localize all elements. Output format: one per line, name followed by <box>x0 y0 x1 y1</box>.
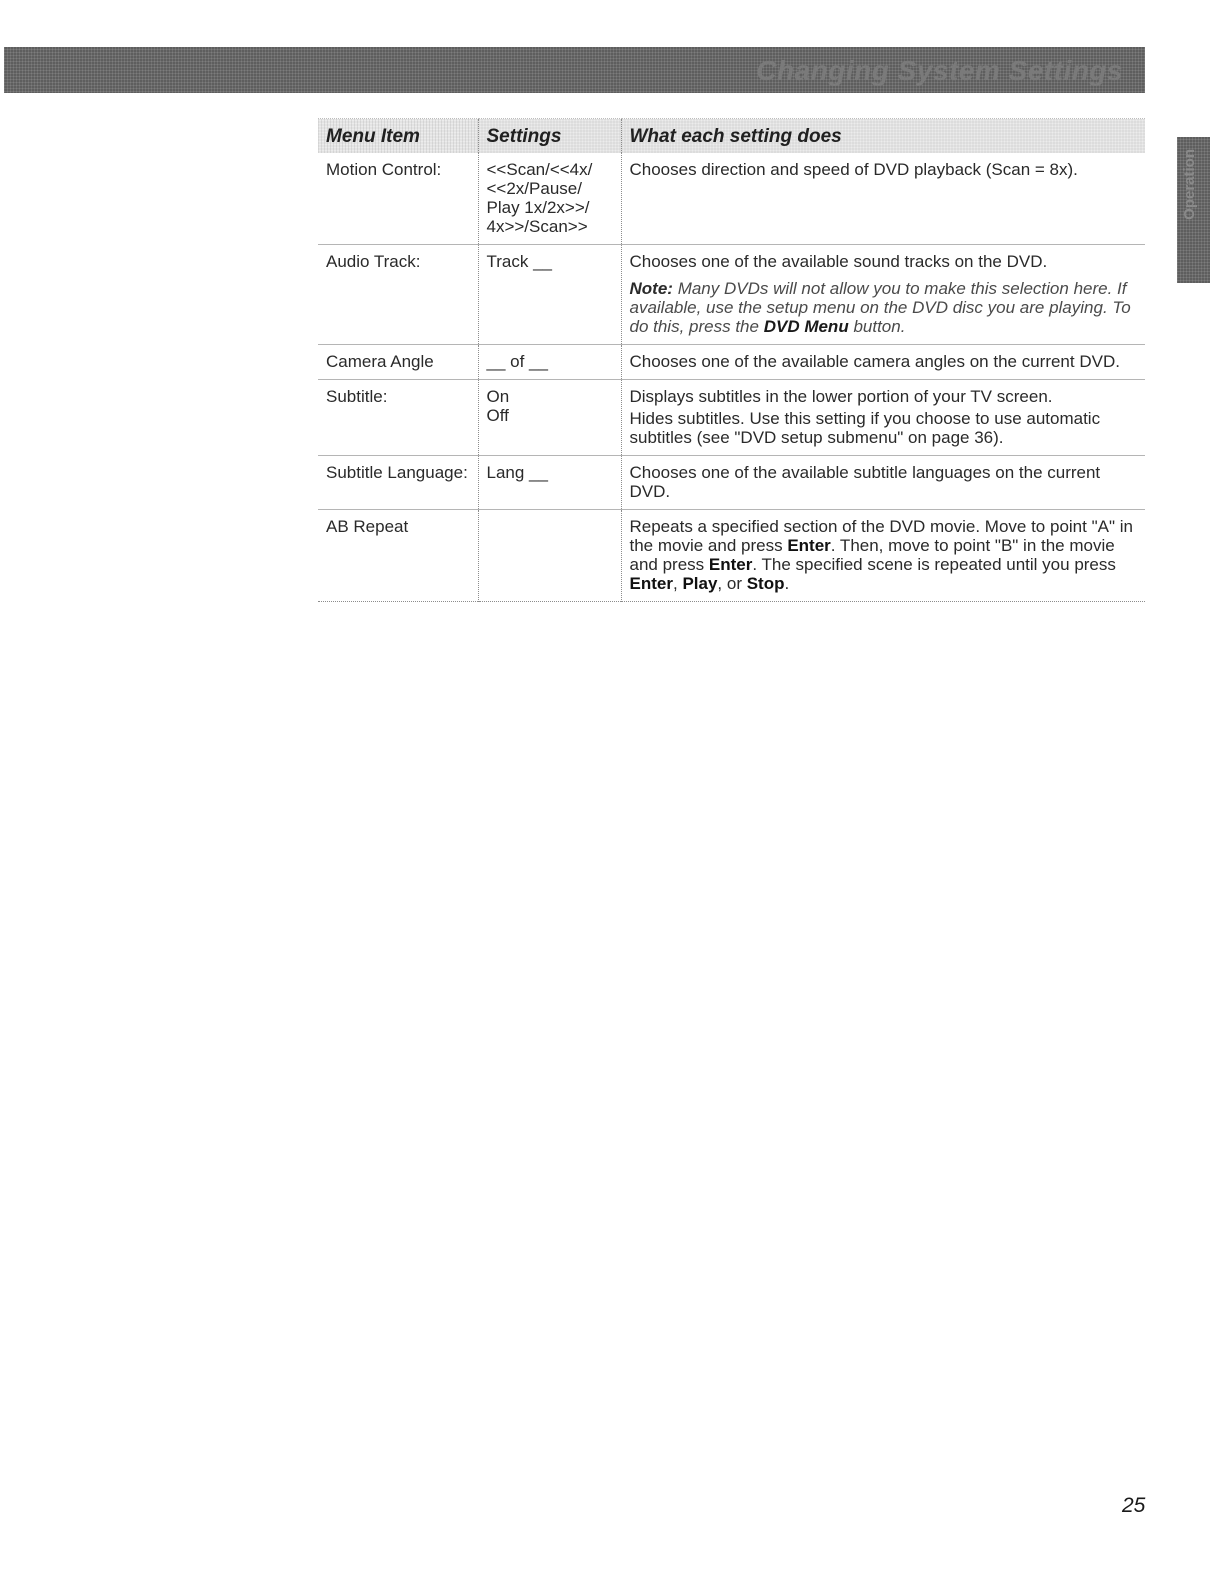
menu-item-cell: Audio Track: <box>326 252 421 271</box>
description-text: . The specified scene is repeated until you press <box>752 555 1116 574</box>
column-header-settings: Settings <box>478 119 621 154</box>
enter-key: Enter <box>708 555 753 574</box>
table-row-subtitle <box>318 380 1145 456</box>
note-label: Note: <box>629 279 673 298</box>
column-header-menu-item: Menu Item <box>318 119 478 154</box>
settings-cell: Lang __ <box>478 456 621 510</box>
description-text: Repeats a specified section of the DVD movie. Move to point "A" in the movie and press <box>629 517 1133 555</box>
enter-key: Enter <box>787 536 831 555</box>
description-cell: Chooses one of the available camera angles on the current DVD. <box>621 345 1145 380</box>
enter-key: Enter <box>629 574 673 593</box>
settings-line: Play 1x/2x>>/ <box>486 198 590 217</box>
table-row-audio-track <box>318 245 1145 345</box>
menu-item-cell: Subtitle Language: <box>326 463 468 482</box>
section-header-band <box>4 47 1145 93</box>
menu-item-cell: Motion Control: <box>326 160 442 179</box>
table-row-ab-repeat <box>318 510 1145 602</box>
description-cell <box>621 510 1145 602</box>
table-row-subtitle-language <box>318 456 1145 510</box>
separator: , <box>672 574 678 593</box>
table-row-camera-angle <box>318 345 1145 380</box>
section-title: Changing System Settings <box>756 55 1123 86</box>
settings-cell <box>478 510 621 602</box>
description-text: . Then, move to point "B" in the movie and press <box>629 536 1115 574</box>
description-on: Displays subtitles in the lower portion of your TV screen. <box>629 387 1053 406</box>
settings-cell <box>478 153 621 245</box>
description-cell: Chooses direction and speed of DVD playback (Scan = 8x). <box>621 153 1145 245</box>
note-emphasis: DVD Menu <box>763 317 849 336</box>
description-cell: Chooses one of the available subtitle languages on the current DVD. <box>621 456 1145 510</box>
table-row-motion-control <box>318 153 1145 245</box>
settings-cell <box>478 380 621 456</box>
menu-item-cell: Camera Angle <box>326 352 434 371</box>
description-off: Hides subtitles. Use this setting if you choose to use automatic subtitles (see "DVD setup submenu" on page 36). <box>629 409 1101 447</box>
note-end: button. <box>853 317 906 336</box>
description-cell <box>621 245 1145 345</box>
play-key: Play <box>682 574 718 593</box>
thumb-tab-label: Operation <box>1181 149 1198 220</box>
setting-on: On <box>486 387 510 406</box>
menu-item-cell: Subtitle: <box>326 387 388 406</box>
chapter-thumb-tab <box>1177 137 1210 283</box>
settings-line: <<2x/Pause/ <box>486 179 582 198</box>
menu-item-cell: AB Repeat <box>326 517 409 536</box>
description-text: Chooses one of the available sound tracks on the DVD. <box>629 252 1048 271</box>
separator: , or <box>717 574 742 593</box>
setting-off: Off <box>486 406 509 425</box>
settings-table <box>318 118 1145 602</box>
settings-cell: __ of __ <box>478 345 621 380</box>
sentence-end: . <box>784 574 790 593</box>
stop-key: Stop <box>746 574 785 593</box>
table-header-row <box>318 119 1145 154</box>
page-number: 25 <box>1122 1494 1146 1517</box>
settings-line: 4x>>/Scan>> <box>486 217 588 236</box>
column-header-description: What each setting does <box>621 119 1145 154</box>
note-text: Many DVDs will not allow you to make this selection here. If available, use the setup menu on the DVD disc you are playing. To do this, press the <box>629 279 1131 336</box>
description-cell <box>621 380 1145 456</box>
settings-cell: Track __ <box>478 245 621 345</box>
settings-line: <<Scan/<<4x/ <box>486 160 593 179</box>
note-paragraph <box>630 279 1138 336</box>
